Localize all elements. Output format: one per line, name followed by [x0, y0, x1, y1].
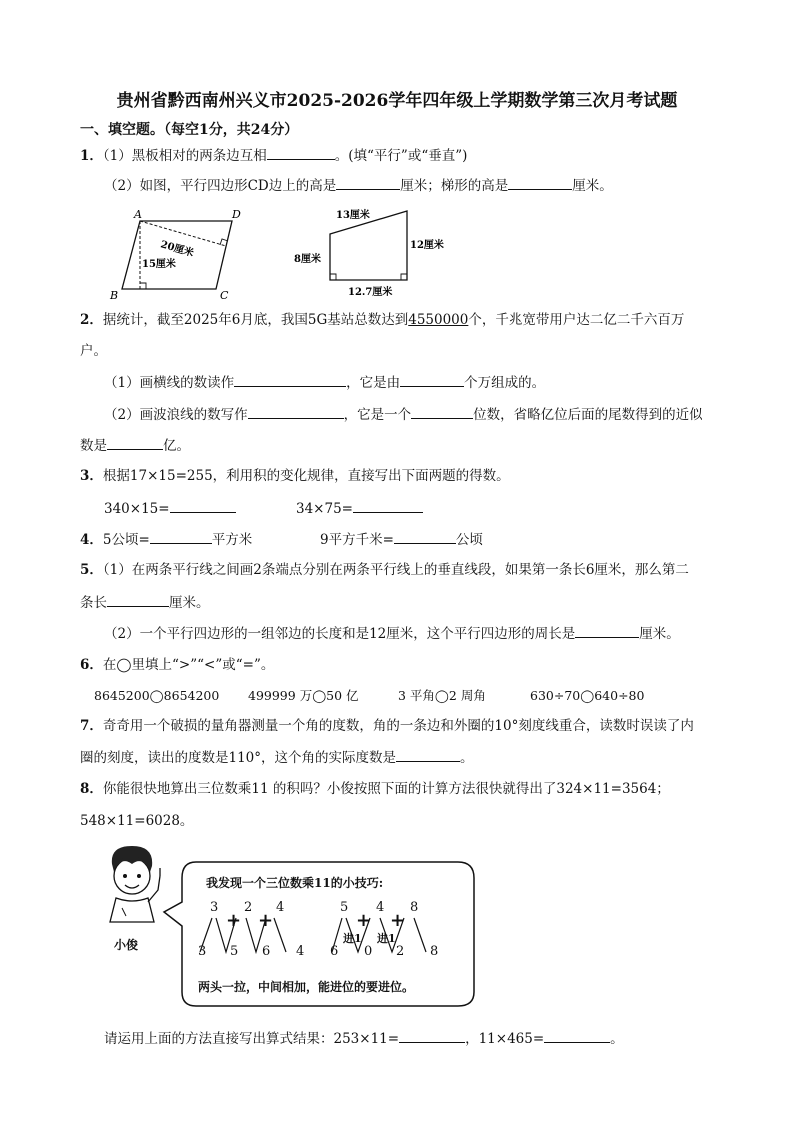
expression: 340×15= — [104, 501, 170, 517]
q4-text: 平方米 — [211, 532, 253, 548]
question-2-line-1 — [80, 310, 684, 330]
compare-item[interactable]: 3 平角◯2 周角 — [398, 688, 486, 703]
q2-s2-text: （2）画波浪线的数写作 — [104, 407, 248, 423]
q2-s1-text: （1）画横线的数读作 — [104, 375, 235, 391]
q1-p2-text: 厘米。 — [572, 178, 613, 194]
q5-text: （1）在两条平行线之间画2条端点分别在两条平行线上的垂直线段，如果第一条长6厘米，那么第二 — [102, 562, 689, 578]
q3-text: 根据17×15=255，利用积的变化规律，直接写出下面两题的得数。 — [102, 468, 510, 484]
length-label: 12厘米 — [410, 240, 444, 251]
ex2-bottom-digit: 8 — [430, 944, 439, 959]
q2-text: 个，千兆宽带用户达二亿二千六百万 — [468, 312, 685, 328]
answer-blank[interactable] — [575, 623, 639, 638]
length-label: 20厘米 — [159, 239, 195, 260]
answer-blank[interactable] — [508, 175, 572, 190]
plus-sign: + — [226, 910, 242, 931]
q8-text: 你能很快地算出三位数乘11 的积吗？小俊按照下面的计算方法很快就得出了324×11=3564； — [102, 781, 670, 797]
question-5-part-1 — [80, 560, 689, 580]
ex2-bottom-digit: 6 — [330, 944, 339, 959]
q7-text: 奇奇用一个破损的量角器测量一个角的度数，角的一条边和外圈的10°刻度线重合，读数时误读了内 — [102, 718, 694, 734]
trapezoid-figure — [292, 202, 460, 302]
question-number: 8． — [80, 781, 103, 797]
compare-item[interactable]: 630÷70◯640÷80 — [530, 688, 645, 703]
question-1-part-1 — [80, 145, 467, 166]
q2-s2-text: 位数，省略亿位后面的尾数得到的近似 — [473, 407, 703, 423]
question-4 — [80, 529, 252, 550]
q4-text: 5公顷= — [102, 532, 150, 548]
length-label: 12.7厘米 — [348, 287, 393, 298]
answer-blank[interactable] — [544, 1028, 610, 1043]
plus-sign: + — [258, 910, 274, 931]
answer-blank[interactable] — [248, 404, 344, 419]
question-number: 7． — [80, 718, 103, 734]
bubble-note: 两头一拉，中间相加，能进位的要进位。 — [198, 980, 415, 994]
answer-blank[interactable] — [107, 435, 163, 450]
question-8-line-2: 548×11=6028。 — [80, 813, 194, 829]
boy-name: 小俊 — [114, 938, 139, 952]
expression: 34×75= — [296, 501, 353, 517]
question-7-line-1 — [80, 716, 694, 736]
q1-p2-text: 厘米；梯形的高是 — [400, 178, 509, 194]
ex2-top-digit: 4 — [376, 900, 385, 915]
answer-blank[interactable] — [150, 529, 212, 544]
question-number: 4． — [80, 532, 103, 548]
ex1-top-digit: 4 — [276, 900, 285, 915]
ex1-top-digit: 3 — [210, 900, 219, 915]
answer-blank[interactable] — [170, 498, 236, 513]
answer-blank[interactable] — [411, 404, 473, 419]
question-5-part-2 — [104, 623, 680, 644]
q1-p2-text: （2）如图，平行四边形CD边上的高是 — [104, 178, 337, 194]
question-number: 6． — [80, 657, 103, 673]
answer-blank[interactable] — [267, 145, 335, 160]
plus-sign: + — [390, 910, 406, 931]
question-number: 1． — [80, 148, 103, 164]
question-4-b — [320, 529, 483, 550]
length-label: 15厘米 — [142, 259, 176, 270]
q7-text: 圈的刻度，读出的度数是110°，这个角的实际度数是 — [80, 750, 397, 766]
q2-s2-text: 亿。 — [163, 438, 190, 454]
answer-blank[interactable] — [234, 372, 346, 387]
carry-label: 进1 — [343, 932, 362, 945]
ex2-bottom-digit: 2 — [396, 944, 405, 959]
ex2-top-digit: 5 — [340, 900, 349, 915]
q6-text: 在◯里填上“>”“<”或“=”。 — [102, 657, 275, 673]
length-label: 8厘米 — [294, 254, 321, 265]
question-1-part-2 — [104, 175, 613, 196]
vertex-label: D — [232, 208, 241, 221]
question-6 — [80, 655, 274, 675]
ex1-bottom-digit: 6 — [262, 944, 271, 959]
answer-blank[interactable] — [399, 1028, 465, 1043]
q5-text: 厘米。 — [169, 595, 210, 611]
answer-blank[interactable] — [107, 592, 169, 607]
q5-text: 条长 — [80, 595, 107, 611]
question-number: 3． — [80, 468, 103, 484]
question-number: 5． — [80, 562, 103, 578]
question-5-part-1-cont — [80, 592, 210, 613]
vertex-label: B — [110, 289, 119, 302]
q1-p1-hint: 。(填“平行”或“垂直”) — [334, 148, 468, 164]
question-8-line-1 — [80, 779, 670, 799]
question-2-line-2: 户。 — [80, 343, 107, 359]
answer-blank[interactable] — [394, 529, 456, 544]
q2-text: 据统计，截至2025年6月底，我国5G基站总数达到 — [102, 312, 409, 328]
question-2-part-1 — [104, 372, 545, 393]
parallelogram-figure — [100, 205, 250, 305]
question-2-part-2-cont — [80, 435, 190, 456]
compare-item[interactable]: 499999 万◯50 亿 — [248, 688, 359, 703]
q8-ask-text: 请运用上面的方法直接写出算式结果：253×11= — [104, 1031, 400, 1047]
page-title: 贵州省黔西南州兴义市2025-2026学年四年级上学期数学第三次月考试题 — [116, 91, 678, 111]
q2-s1-text: ，它是由 — [346, 375, 401, 391]
q5-text: （2）一个平行四边形的一组邻边的长度和是12厘米，这个平行四边形的周长是 — [104, 626, 576, 642]
q2-s1-text: 个万组成的。 — [464, 375, 546, 391]
question-2-part-2 — [104, 404, 703, 425]
q5-text: 厘米。 — [639, 626, 680, 642]
ex2-top-digit: 8 — [410, 900, 419, 915]
question-7-line-2 — [80, 747, 474, 768]
section-heading: 一、填空题。（每空1分，共24分） — [80, 122, 299, 138]
carry-label: 进1 — [377, 932, 396, 945]
q4-text: 9平方千米= — [320, 532, 394, 548]
q8-ask-text: 。 — [610, 1031, 624, 1047]
answer-blank[interactable] — [353, 498, 423, 513]
length-label: 13厘米 — [336, 210, 370, 221]
ex1-bottom-digit: 5 — [230, 944, 239, 959]
ex1-top-digit: 2 — [244, 900, 253, 915]
ex1-bottom-digit: 3 — [198, 944, 207, 959]
answer-blank[interactable] — [400, 372, 464, 387]
q3-exercise-1 — [104, 498, 236, 519]
q4-text: 公顷 — [455, 532, 483, 548]
q8-ask-text: ，11×465= — [465, 1031, 545, 1047]
q2-s2-text: 数是 — [80, 438, 107, 454]
vertex-label: A — [134, 208, 142, 221]
vertex-label: C — [220, 289, 229, 302]
plus-sign: + — [356, 910, 372, 931]
ex1-bottom-digit: 4 — [296, 944, 305, 959]
compare-item[interactable]: 8645200◯8654200 — [94, 688, 220, 703]
question-8-ask — [104, 1028, 624, 1049]
answer-blank[interactable] — [396, 747, 460, 762]
question-number: 2． — [80, 312, 103, 328]
bubble-title: 我发现一个三位数乘11的小技巧: — [206, 876, 384, 890]
q3-exercise-2 — [296, 498, 423, 519]
underlined-number: 4550000 — [408, 312, 469, 328]
question-3 — [80, 466, 510, 486]
q7-text: 。 — [460, 750, 474, 766]
ex2-bottom-digit: 0 — [364, 944, 373, 959]
q1-p1-text: （1）黑板相对的两条边互相 — [102, 148, 267, 164]
answer-blank[interactable] — [336, 175, 400, 190]
q2-s2-text: ，它是一个 — [343, 407, 412, 423]
